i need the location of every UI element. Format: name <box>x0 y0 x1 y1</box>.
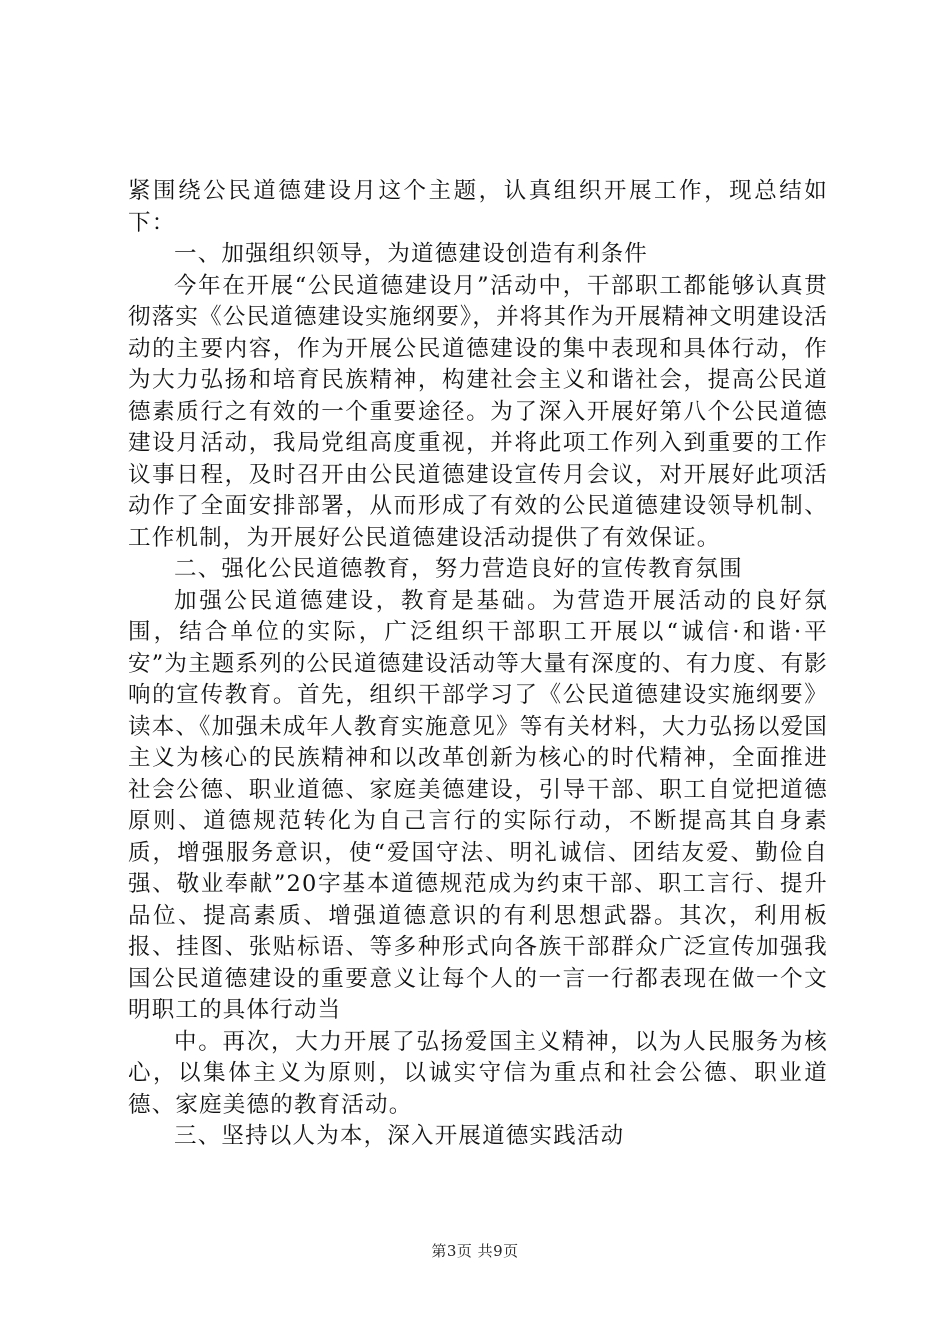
document-body <box>128 176 828 1153</box>
section-heading-3: 三、坚持以人为本，深入开展道德实践活动 <box>174 1123 625 1149</box>
page-number: 第3页 共9页 <box>431 1242 519 1260</box>
page-footer <box>0 1241 950 1261</box>
intro-paragraph: 紧围绕公民道德建设月这个主题，认真组织开展工作，现总结如下： <box>128 178 828 236</box>
section-heading-1: 一、加强组织领导，为道德建设创造有利条件 <box>174 241 649 267</box>
section-1-paragraph: 今年在开展“公民道德建设月”活动中，干部职工都能够认真贯彻落实《公民道德建设实施纲要》，并将其作为开展精神文明建设活动的主要内容，作为开展公民道德建设的集中表现和具体行动，作为大力弘扬和培育民族精神，构建社会主义和谐社会，提高公民道德素质行之有效的一个重要途径。为了深入开展好第八个公民道德建设月活动，我局党组高度重视，并将此项工作列入到重要的工作议事日程，及时召开由公民道德建设宣传月会议，对开展好此项活动作了全面安排部署，从而形成了有效的公民道德建设领导机制、工作机制，为开展好公民道德建设活动提供了有效保证。 <box>128 272 828 551</box>
section-2-paragraph: 加强公民道德建设，教育是基础。为营造开展活动的良好氛围，结合单位的实际，广泛组织干部职工开展以“诚信·和谐·平安”为主题系列的公民道德建设活动等大量有深度的、有力度、有影响的宣传教育。首先，组织干部学习了《公民道德建设实施纲要》读本、《加强未成年人教育实施意见》等有关材料，大力弘扬以爱国主义为核心的民族精神和以改革创新为核心的时代精神，全面推进社会公德、职业道德、家庭美德建设，引导干部、职工自觉把道德原则、道德规范转化为自己言行的实际行动，不断提高其自身素质，增强服务意识，使“爱国守法、明礼诚信、团结友爱、勤俭自强、敬业奉献”20字基本道德规范成为约束干部、职工言行、提升品位、提高素质、增强道德意识的有利思想武器。其次，利用板报、挂图、张贴标语、等多种形式向各族干部群众广泛宣传加强我国公民道德建设的重要意义让每个人的一言一行都表现在做一个文明职工的具体行动当 <box>128 587 829 1023</box>
section-2-paragraph-continued: 中。再次，大力开展了弘扬爱国主义精神，以为人民服务为核心，以集体主义为原则，以诚实守信为重点和社会公德、职业道德、家庭美德的教育活动。 <box>128 1028 828 1118</box>
section-heading-2: 二、强化公民道德教育，努力营造良好的宣传教育氛围 <box>174 556 743 582</box>
